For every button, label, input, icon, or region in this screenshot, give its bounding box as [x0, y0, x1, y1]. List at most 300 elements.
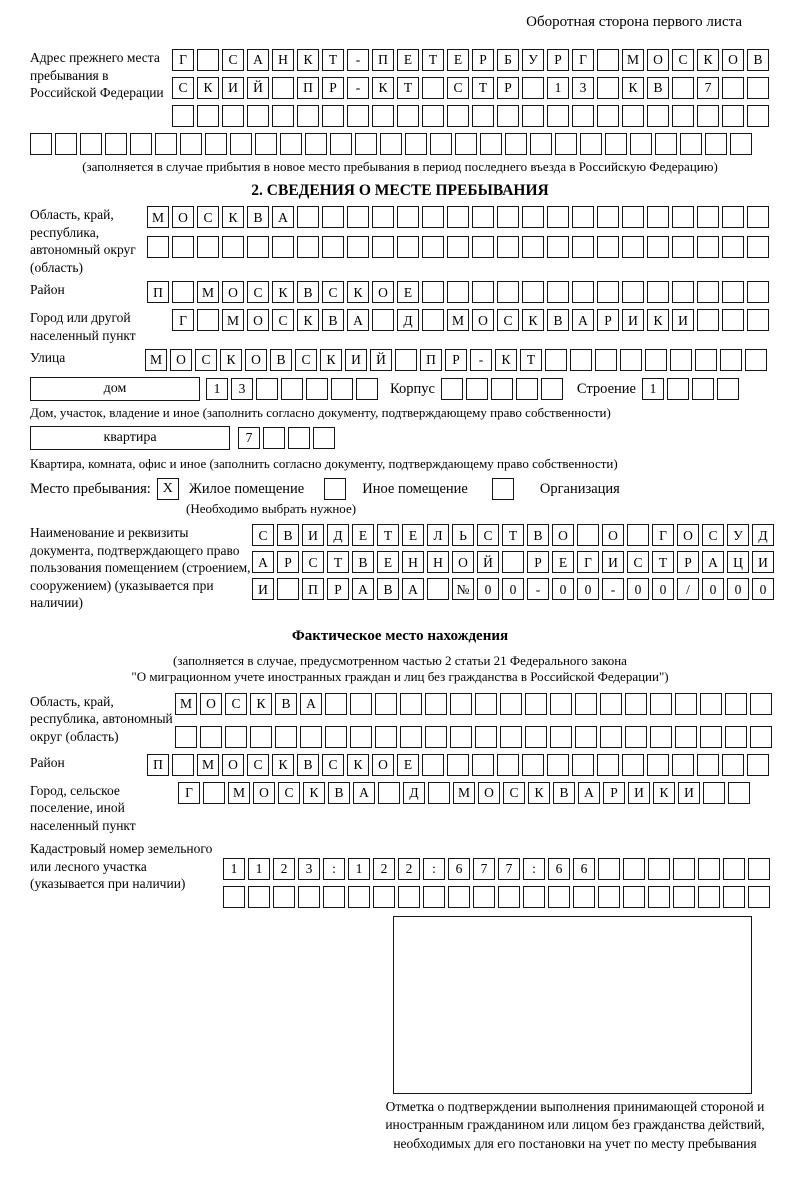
- char-cell[interactable]: 2: [398, 858, 420, 880]
- char-cell[interactable]: [623, 858, 645, 880]
- char-cell[interactable]: [577, 524, 599, 546]
- char-cell[interactable]: Д: [397, 309, 419, 331]
- char-cell[interactable]: [502, 551, 524, 573]
- char-cell[interactable]: [497, 236, 519, 258]
- char-cell[interactable]: [373, 886, 395, 908]
- char-cell[interactable]: [725, 726, 747, 748]
- char-cell[interactable]: 2: [273, 858, 295, 880]
- char-cell[interactable]: [622, 754, 644, 776]
- char-cell[interactable]: Н: [427, 551, 449, 573]
- char-cell[interactable]: 0: [727, 578, 749, 600]
- char-cell[interactable]: [650, 726, 672, 748]
- char-cell[interactable]: [598, 886, 620, 908]
- char-cell[interactable]: [297, 105, 319, 127]
- char-cell[interactable]: В: [297, 281, 319, 303]
- char-cell[interactable]: [355, 133, 377, 155]
- char-cell[interactable]: [600, 693, 622, 715]
- char-cell[interactable]: К: [250, 693, 272, 715]
- char-cell[interactable]: Р: [497, 77, 519, 99]
- char-cell[interactable]: [670, 349, 692, 371]
- char-cell[interactable]: [550, 693, 572, 715]
- char-cell[interactable]: [541, 378, 563, 400]
- char-cell[interactable]: [203, 782, 225, 804]
- char-cell[interactable]: [372, 105, 394, 127]
- char-cell[interactable]: [675, 693, 697, 715]
- char-cell[interactable]: Ц: [727, 551, 749, 573]
- char-cell[interactable]: /: [677, 578, 699, 600]
- char-cell[interactable]: С: [278, 782, 300, 804]
- char-cell[interactable]: О: [222, 754, 244, 776]
- char-cell[interactable]: [680, 133, 702, 155]
- char-cell[interactable]: [347, 236, 369, 258]
- char-cell[interactable]: [305, 133, 327, 155]
- char-cell[interactable]: М: [175, 693, 197, 715]
- char-cell[interactable]: 0: [702, 578, 724, 600]
- char-cell[interactable]: [423, 886, 445, 908]
- char-cell[interactable]: В: [747, 49, 769, 71]
- char-cell[interactable]: 3: [231, 378, 253, 400]
- char-cell[interactable]: Р: [445, 349, 467, 371]
- char-cell[interactable]: Д: [327, 524, 349, 546]
- char-cell[interactable]: [622, 206, 644, 228]
- char-cell[interactable]: [522, 754, 544, 776]
- char-cell[interactable]: [522, 281, 544, 303]
- char-cell[interactable]: [625, 693, 647, 715]
- char-cell[interactable]: 0: [652, 578, 674, 600]
- char-cell[interactable]: [648, 858, 670, 880]
- char-cell[interactable]: А: [578, 782, 600, 804]
- char-cell[interactable]: Г: [572, 49, 594, 71]
- char-cell[interactable]: О: [552, 524, 574, 546]
- char-cell[interactable]: [200, 726, 222, 748]
- char-cell[interactable]: М: [222, 309, 244, 331]
- char-cell[interactable]: М: [447, 309, 469, 331]
- char-cell[interactable]: [647, 754, 669, 776]
- char-cell[interactable]: Г: [172, 49, 194, 71]
- char-cell[interactable]: [705, 133, 727, 155]
- char-cell[interactable]: [425, 693, 447, 715]
- char-cell[interactable]: И: [672, 309, 694, 331]
- char-cell[interactable]: К: [272, 754, 294, 776]
- char-cell[interactable]: К: [347, 281, 369, 303]
- char-cell[interactable]: [697, 309, 719, 331]
- char-cell[interactable]: [573, 886, 595, 908]
- char-cell[interactable]: [747, 754, 769, 776]
- char-cell[interactable]: [725, 693, 747, 715]
- char-cell[interactable]: Е: [397, 49, 419, 71]
- char-cell[interactable]: Д: [403, 782, 425, 804]
- char-cell[interactable]: [422, 77, 444, 99]
- char-cell[interactable]: [647, 206, 669, 228]
- char-cell[interactable]: [747, 309, 769, 331]
- char-cell[interactable]: -: [527, 578, 549, 600]
- char-cell[interactable]: П: [302, 578, 324, 600]
- char-cell[interactable]: К: [528, 782, 550, 804]
- char-cell[interactable]: [505, 133, 527, 155]
- char-cell[interactable]: [350, 726, 372, 748]
- char-cell[interactable]: 6: [548, 858, 570, 880]
- char-cell[interactable]: [697, 754, 719, 776]
- char-cell[interactable]: [427, 578, 449, 600]
- char-cell[interactable]: [447, 105, 469, 127]
- char-cell[interactable]: [466, 378, 488, 400]
- char-cell[interactable]: [728, 782, 750, 804]
- char-cell[interactable]: [647, 281, 669, 303]
- char-cell[interactable]: К: [303, 782, 325, 804]
- char-cell[interactable]: [356, 378, 378, 400]
- char-cell[interactable]: О: [170, 349, 192, 371]
- char-cell[interactable]: [748, 886, 770, 908]
- char-cell[interactable]: [405, 133, 427, 155]
- char-cell[interactable]: М: [197, 754, 219, 776]
- char-cell[interactable]: 0: [502, 578, 524, 600]
- char-cell[interactable]: [695, 349, 717, 371]
- char-cell[interactable]: [450, 726, 472, 748]
- char-cell[interactable]: [422, 281, 444, 303]
- char-cell[interactable]: -: [470, 349, 492, 371]
- char-cell[interactable]: М: [147, 206, 169, 228]
- char-cell[interactable]: [172, 236, 194, 258]
- char-cell[interactable]: [672, 754, 694, 776]
- char-cell[interactable]: [372, 309, 394, 331]
- char-cell[interactable]: [598, 858, 620, 880]
- char-cell[interactable]: Е: [402, 524, 424, 546]
- char-cell[interactable]: [580, 133, 602, 155]
- char-cell[interactable]: М: [197, 281, 219, 303]
- char-cell[interactable]: [480, 133, 502, 155]
- char-cell[interactable]: [300, 726, 322, 748]
- char-cell[interactable]: [717, 378, 739, 400]
- char-cell[interactable]: [430, 133, 452, 155]
- char-cell[interactable]: [398, 886, 420, 908]
- char-cell[interactable]: П: [297, 77, 319, 99]
- char-cell[interactable]: А: [300, 693, 322, 715]
- char-cell[interactable]: [155, 133, 177, 155]
- char-cell[interactable]: А: [353, 782, 375, 804]
- char-cell[interactable]: [298, 886, 320, 908]
- char-cell[interactable]: А: [272, 206, 294, 228]
- char-cell[interactable]: [597, 754, 619, 776]
- char-cell[interactable]: [372, 206, 394, 228]
- char-cell[interactable]: Т: [322, 49, 344, 71]
- char-cell[interactable]: [30, 133, 52, 155]
- char-cell[interactable]: М: [622, 49, 644, 71]
- char-cell[interactable]: [273, 886, 295, 908]
- char-cell[interactable]: И: [678, 782, 700, 804]
- char-cell[interactable]: И: [222, 77, 244, 99]
- char-cell[interactable]: [672, 206, 694, 228]
- char-cell[interactable]: А: [572, 309, 594, 331]
- char-cell[interactable]: О: [472, 309, 494, 331]
- char-cell[interactable]: [720, 349, 742, 371]
- char-cell[interactable]: Т: [377, 524, 399, 546]
- char-cell[interactable]: О: [677, 524, 699, 546]
- char-cell[interactable]: К: [495, 349, 517, 371]
- char-cell[interactable]: 0: [627, 578, 649, 600]
- char-cell[interactable]: [548, 886, 570, 908]
- char-cell[interactable]: [497, 754, 519, 776]
- char-cell[interactable]: [722, 309, 744, 331]
- char-cell[interactable]: [675, 726, 697, 748]
- char-cell[interactable]: [597, 77, 619, 99]
- char-cell[interactable]: [595, 349, 617, 371]
- char-cell[interactable]: И: [345, 349, 367, 371]
- char-cell[interactable]: Г: [577, 551, 599, 573]
- char-cell[interactable]: [747, 206, 769, 228]
- char-cell[interactable]: В: [352, 551, 374, 573]
- char-cell[interactable]: [745, 349, 767, 371]
- char-cell[interactable]: О: [372, 281, 394, 303]
- char-cell[interactable]: Т: [652, 551, 674, 573]
- char-cell[interactable]: [447, 754, 469, 776]
- char-cell[interactable]: 7: [473, 858, 495, 880]
- char-cell[interactable]: [622, 105, 644, 127]
- char-cell[interactable]: 0: [477, 578, 499, 600]
- char-cell[interactable]: [180, 133, 202, 155]
- char-cell[interactable]: [247, 236, 269, 258]
- char-cell[interactable]: И: [252, 578, 274, 600]
- char-cell[interactable]: 6: [573, 858, 595, 880]
- char-cell[interactable]: Е: [377, 551, 399, 573]
- char-cell[interactable]: [730, 133, 752, 155]
- char-cell[interactable]: К: [653, 782, 675, 804]
- char-cell[interactable]: [500, 726, 522, 748]
- char-cell[interactable]: [722, 281, 744, 303]
- char-cell[interactable]: С: [302, 551, 324, 573]
- char-cell[interactable]: [448, 886, 470, 908]
- char-cell[interactable]: [750, 726, 772, 748]
- char-cell[interactable]: [250, 726, 272, 748]
- char-cell[interactable]: С: [272, 309, 294, 331]
- char-cell[interactable]: [397, 105, 419, 127]
- char-cell[interactable]: [647, 236, 669, 258]
- char-cell[interactable]: [647, 105, 669, 127]
- char-cell[interactable]: Т: [397, 77, 419, 99]
- char-cell[interactable]: [750, 693, 772, 715]
- char-cell[interactable]: [597, 236, 619, 258]
- char-cell[interactable]: О: [247, 309, 269, 331]
- char-cell[interactable]: [472, 281, 494, 303]
- char-cell[interactable]: [205, 133, 227, 155]
- char-cell[interactable]: О: [253, 782, 275, 804]
- char-cell[interactable]: И: [622, 309, 644, 331]
- char-cell[interactable]: [447, 206, 469, 228]
- char-cell[interactable]: 0: [552, 578, 574, 600]
- char-cell[interactable]: [197, 309, 219, 331]
- char-cell[interactable]: [255, 133, 277, 155]
- char-cell[interactable]: -: [347, 49, 369, 71]
- char-cell[interactable]: [698, 886, 720, 908]
- char-cell[interactable]: [722, 754, 744, 776]
- char-cell[interactable]: [672, 105, 694, 127]
- char-cell[interactable]: 1: [206, 378, 228, 400]
- char-cell[interactable]: [575, 726, 597, 748]
- char-cell[interactable]: Е: [397, 281, 419, 303]
- char-cell[interactable]: [673, 886, 695, 908]
- char-cell[interactable]: [700, 726, 722, 748]
- char-cell[interactable]: [572, 206, 594, 228]
- char-cell[interactable]: [747, 281, 769, 303]
- char-cell[interactable]: С: [252, 524, 274, 546]
- char-cell[interactable]: О: [452, 551, 474, 573]
- char-cell[interactable]: С: [322, 754, 344, 776]
- char-cell[interactable]: [497, 281, 519, 303]
- char-cell[interactable]: [572, 281, 594, 303]
- char-cell[interactable]: [147, 236, 169, 258]
- char-cell[interactable]: [277, 578, 299, 600]
- char-cell[interactable]: [555, 133, 577, 155]
- char-cell[interactable]: [380, 133, 402, 155]
- char-cell[interactable]: [547, 105, 569, 127]
- char-cell[interactable]: [491, 378, 513, 400]
- char-cell[interactable]: В: [527, 524, 549, 546]
- char-cell[interactable]: О: [200, 693, 222, 715]
- char-cell[interactable]: О: [245, 349, 267, 371]
- char-cell[interactable]: Т: [327, 551, 349, 573]
- char-cell[interactable]: Ь: [452, 524, 474, 546]
- char-cell[interactable]: С: [497, 309, 519, 331]
- char-cell[interactable]: [673, 858, 695, 880]
- char-cell[interactable]: [297, 206, 319, 228]
- char-cell[interactable]: О: [722, 49, 744, 71]
- char-cell[interactable]: [723, 886, 745, 908]
- char-cell[interactable]: [525, 693, 547, 715]
- char-cell[interactable]: [288, 427, 310, 449]
- char-cell[interactable]: [597, 281, 619, 303]
- char-cell[interactable]: Р: [472, 49, 494, 71]
- char-cell[interactable]: [372, 236, 394, 258]
- char-cell[interactable]: [475, 726, 497, 748]
- char-cell[interactable]: [600, 726, 622, 748]
- char-cell[interactable]: Й: [477, 551, 499, 573]
- char-cell[interactable]: Й: [247, 77, 269, 99]
- char-cell[interactable]: 7: [238, 427, 260, 449]
- char-cell[interactable]: П: [420, 349, 442, 371]
- char-cell[interactable]: [597, 206, 619, 228]
- checkbox-organization[interactable]: [492, 478, 514, 500]
- char-cell[interactable]: [275, 726, 297, 748]
- char-cell[interactable]: [55, 133, 77, 155]
- char-cell[interactable]: [472, 754, 494, 776]
- char-cell[interactable]: [570, 349, 592, 371]
- char-cell[interactable]: [525, 726, 547, 748]
- char-cell[interactable]: У: [522, 49, 544, 71]
- char-cell[interactable]: К: [197, 77, 219, 99]
- char-cell[interactable]: 1: [348, 858, 370, 880]
- char-cell[interactable]: [500, 693, 522, 715]
- char-cell[interactable]: [722, 77, 744, 99]
- char-cell[interactable]: [547, 206, 569, 228]
- char-cell[interactable]: [447, 236, 469, 258]
- char-cell[interactable]: К: [220, 349, 242, 371]
- char-cell[interactable]: [223, 886, 245, 908]
- char-cell[interactable]: [522, 105, 544, 127]
- char-cell[interactable]: [597, 49, 619, 71]
- char-cell[interactable]: С: [247, 281, 269, 303]
- char-cell[interactable]: В: [377, 578, 399, 600]
- char-cell[interactable]: [272, 77, 294, 99]
- char-cell[interactable]: [605, 133, 627, 155]
- char-cell[interactable]: [622, 281, 644, 303]
- char-cell[interactable]: [547, 754, 569, 776]
- char-cell[interactable]: 1: [547, 77, 569, 99]
- char-cell[interactable]: [306, 378, 328, 400]
- char-cell[interactable]: С: [672, 49, 694, 71]
- char-cell[interactable]: 3: [298, 858, 320, 880]
- char-cell[interactable]: Р: [603, 782, 625, 804]
- char-cell[interactable]: С: [195, 349, 217, 371]
- char-cell[interactable]: [172, 754, 194, 776]
- char-cell[interactable]: С: [503, 782, 525, 804]
- char-cell[interactable]: Р: [322, 77, 344, 99]
- char-cell[interactable]: [347, 105, 369, 127]
- char-cell[interactable]: 0: [577, 578, 599, 600]
- char-cell[interactable]: Р: [527, 551, 549, 573]
- char-cell[interactable]: [630, 133, 652, 155]
- char-cell[interactable]: [672, 77, 694, 99]
- char-cell[interactable]: [330, 133, 352, 155]
- char-cell[interactable]: [625, 726, 647, 748]
- char-cell[interactable]: :: [523, 858, 545, 880]
- char-cell[interactable]: [747, 236, 769, 258]
- char-cell[interactable]: С: [477, 524, 499, 546]
- char-cell[interactable]: [441, 378, 463, 400]
- char-cell[interactable]: [375, 693, 397, 715]
- char-cell[interactable]: В: [270, 349, 292, 371]
- char-cell[interactable]: [672, 281, 694, 303]
- char-cell[interactable]: [425, 726, 447, 748]
- char-cell[interactable]: [280, 133, 302, 155]
- char-cell[interactable]: А: [347, 309, 369, 331]
- char-cell[interactable]: Л: [427, 524, 449, 546]
- char-cell[interactable]: [263, 427, 285, 449]
- char-cell[interactable]: К: [347, 754, 369, 776]
- char-cell[interactable]: [722, 236, 744, 258]
- char-cell[interactable]: №: [452, 578, 474, 600]
- char-cell[interactable]: [347, 206, 369, 228]
- char-cell[interactable]: [622, 236, 644, 258]
- char-cell[interactable]: Р: [327, 578, 349, 600]
- char-cell[interactable]: Е: [552, 551, 574, 573]
- char-cell[interactable]: К: [622, 77, 644, 99]
- char-cell[interactable]: А: [702, 551, 724, 573]
- char-cell[interactable]: [222, 236, 244, 258]
- char-cell[interactable]: С: [322, 281, 344, 303]
- char-cell[interactable]: П: [147, 754, 169, 776]
- char-cell[interactable]: [297, 236, 319, 258]
- char-cell[interactable]: [197, 236, 219, 258]
- checkbox-other-premises[interactable]: [324, 478, 346, 500]
- char-cell[interactable]: [697, 206, 719, 228]
- char-cell[interactable]: [225, 726, 247, 748]
- char-cell[interactable]: С: [702, 524, 724, 546]
- char-cell[interactable]: 7: [697, 77, 719, 99]
- char-cell[interactable]: Й: [370, 349, 392, 371]
- char-cell[interactable]: [450, 693, 472, 715]
- char-cell[interactable]: [697, 281, 719, 303]
- char-cell[interactable]: [545, 349, 567, 371]
- char-cell[interactable]: [648, 886, 670, 908]
- char-cell[interactable]: [281, 378, 303, 400]
- char-cell[interactable]: С: [447, 77, 469, 99]
- char-cell[interactable]: -: [602, 578, 624, 600]
- char-cell[interactable]: К: [320, 349, 342, 371]
- char-cell[interactable]: [447, 281, 469, 303]
- char-cell[interactable]: О: [372, 754, 394, 776]
- char-cell[interactable]: [395, 349, 417, 371]
- char-cell[interactable]: С: [222, 49, 244, 71]
- char-cell[interactable]: [397, 236, 419, 258]
